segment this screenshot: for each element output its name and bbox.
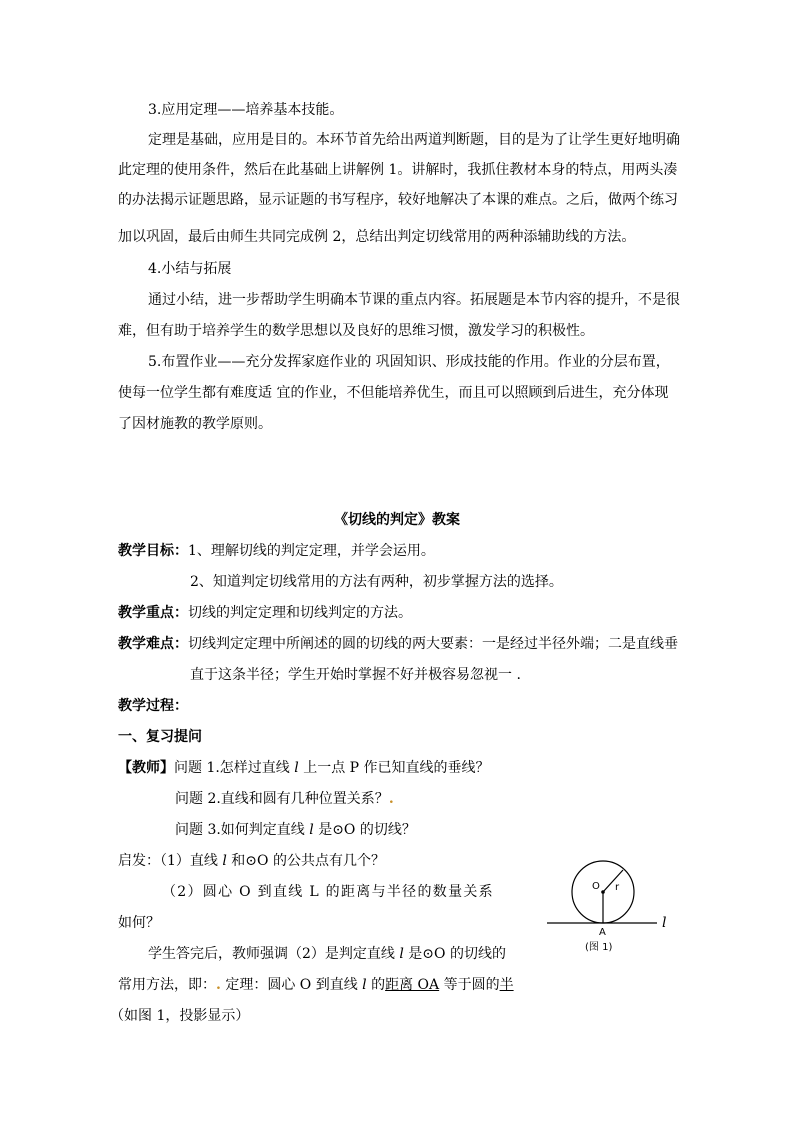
item5-line3: 了因材施教的教学原则。 [118, 416, 272, 432]
goal-2: 2、知道判定切线常用的方法有两种，初步掌握方法的选择。 [190, 574, 563, 590]
process-label: 教学过程： [118, 698, 188, 714]
figure-label-a: A [599, 927, 606, 938]
item3-line2: 此定理的使用条件，然后在此基础上讲解例 1。讲解时，我抓住教材本身的特点，用两头凑 [118, 162, 678, 178]
figure-label-o: O [592, 881, 600, 892]
figure-label-l: l [662, 915, 667, 931]
goal-label: 教学目标： [118, 543, 188, 559]
hint-2-line2: 如何？ [118, 915, 160, 931]
question-2-text: 问题 2.直线和圆有几种位置关系？ [175, 791, 389, 807]
emphasis-text-a: 学生答完后，教师强调（2）是判定直线 [148, 946, 400, 962]
item3-line4: 加以巩固，最后由师生共同完成例 2，总结出判定切线常用的两种添辅助线的方法。 [118, 229, 636, 245]
method-text-d: 等于圆的 [439, 977, 500, 993]
question-2-row [175, 789, 394, 809]
question-1-line-symbol: l [294, 760, 299, 776]
key-label: 教学重点： [118, 605, 188, 621]
hint-1-row [118, 851, 385, 871]
item3-line1: 定理是基础，应用是目的。本环节首先给出两道判断题，目的是为了让学生更好地明确 [148, 132, 680, 148]
item5-line2: 使每一位学生都有难度适 宜的作业，不但能培养优生，而且可以照顾到后进生，充分体现 [118, 385, 669, 401]
difficulty-line1: 切线判定定理中所阐述的圆的切线的两大要素：一是经过半径外端；二是直线垂 [188, 636, 678, 652]
teacher-label: 【教师】 [118, 760, 174, 776]
goal-row [118, 541, 435, 561]
method-line-symbol: l [362, 977, 367, 993]
question-1-text-a: 问题 1.怎样过直线 [174, 760, 295, 776]
item4-title: 4.小结与拓展 [148, 261, 232, 277]
question-1-text-b: 上一点 P 作已知直线的垂线？ [298, 760, 490, 776]
item4-line2: 难，但有助于培养学生的数学思想以及良好的思维习惯，激发学习的积极性。 [118, 323, 594, 339]
question-3-text-a: 问题 3.如何判定直线 [175, 822, 310, 838]
emphasis-line-symbol: l [399, 946, 404, 962]
key-text: 切线的判定定理和切线判定的方法。 [188, 605, 412, 621]
method-text-b: 定理：圆心 O 到直线 [220, 977, 363, 993]
method-text-a: 常用方法，即： [118, 977, 216, 993]
item4-line1: 通过小结，进一步帮助学生明确本节课的重点内容。拓展题是本节内容的提升，不是很 [148, 292, 680, 308]
difficulty-label: 教学难点： [118, 636, 188, 652]
hint-2-line1: （2）圆心 O 到直线 L 的距离与半径的数量关系 [162, 884, 494, 900]
key-row [118, 603, 412, 623]
method-text-c: 的 [366, 977, 386, 993]
review-heading: 一、复习提问 [118, 729, 202, 745]
method-mark: . [216, 977, 221, 993]
difficulty-line2: 直于这条半径；学生开始时掌握不好并极容易忽视一 . [190, 667, 521, 683]
hint-1-text-a: 启发：（1）直线 [118, 853, 223, 869]
method-row [118, 975, 514, 995]
method-distance-oa: 距离 OA [385, 977, 440, 993]
question-2-mark: . [388, 791, 394, 807]
tangent-figure [545, 852, 675, 962]
emphasis-row [148, 944, 506, 964]
figure-label-r: r [615, 882, 620, 893]
item3-title: 3.应用定理——培养基本技能。 [148, 102, 344, 118]
figure-caption: (图 1) [585, 942, 613, 953]
difficulty-row [118, 634, 678, 654]
figure-radius-r [603, 870, 623, 892]
last-line: （如图 1，投影显示） [110, 1008, 250, 1024]
question-3-text-b: 是⊙O 的切线？ [313, 822, 416, 838]
item3-line3: 的办法揭示证题思路，显示证题的书写程序，较好地解决了本课的难点。之后，做两个练习 [118, 192, 678, 208]
goal-1: 1、理解切线的判定定理，并学会运用。 [188, 543, 435, 559]
hint-1-text-b: 和⊙O 的公共点有几个？ [226, 853, 385, 869]
question-3-row [175, 820, 416, 840]
hint-1-line-symbol: l [222, 853, 227, 869]
emphasis-text-b: 是⊙O 的切线的 [403, 946, 506, 962]
item5-line1: 5.布置作业——充分发挥家庭作业的 巩固知识、形成技能的作用。作业的分层布置， [148, 354, 670, 370]
question-1-row [118, 758, 490, 778]
question-3-line-symbol: l [309, 822, 314, 838]
method-radius-word: 半 [499, 977, 514, 993]
lesson-title: 《切线的判定》教案 [334, 512, 460, 528]
